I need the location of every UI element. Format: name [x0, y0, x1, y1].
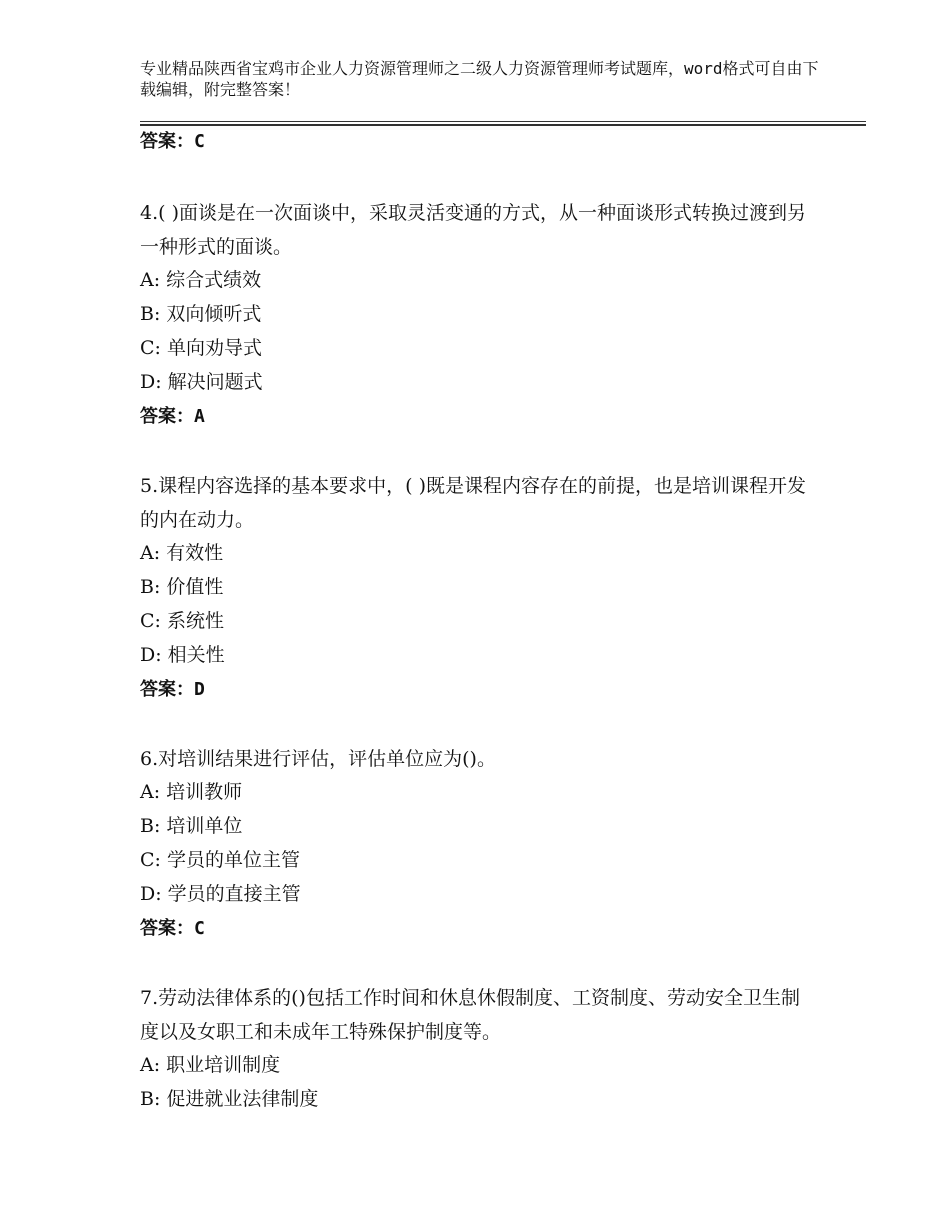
question-4-stem: 4.( )面谈是在一次面谈中，采取灵活变通的方式，从一种面谈形式转换过渡到另一种形式的面谈。 [140, 202, 806, 258]
question-6-option-c: C: 学员的单位主管 [140, 849, 300, 871]
question-4-option-a: A: 综合式绩效 [140, 269, 262, 291]
header-divider [140, 121, 866, 126]
question-5-stem: 5.课程内容选择的基本要求中，( )既是课程内容存在的前提，也是培训课程开发的内在动力。 [140, 475, 806, 531]
question-4-answer: 答案：A [140, 406, 205, 427]
question-7-stem: 7.劳动法律体系的()包括工作时间和休息休假制度、工资制度、劳动安全卫生制度以及女职工和未成年工特殊保护制度等。 [140, 987, 800, 1043]
question-7-option-b: B: 促进就业法律制度 [140, 1088, 319, 1110]
question-4-option-b: B: 双向倾听式 [140, 303, 262, 325]
question-6-answer: 答案：C [140, 918, 205, 939]
question-6-option-a: A: 培训教师 [140, 781, 243, 803]
question-4-option-c: C: 单向劝导式 [140, 337, 262, 359]
question-6-option-b: B: 培训单位 [140, 815, 243, 837]
question-7-option-a: A: 职业培训制度 [140, 1054, 281, 1076]
question-6-stem: 6.对培训结果进行评估，评估单位应为()。 [140, 748, 496, 770]
question-5-answer: 答案：D [140, 679, 205, 700]
question-4-option-d: D: 解决问题式 [140, 371, 263, 393]
question-5-option-a: A: 有效性 [140, 542, 224, 564]
question-6-option-d: D: 学员的直接主管 [140, 883, 301, 905]
question-5-option-b: B: 价值性 [140, 576, 224, 598]
document-header: 专业精品陕西省宝鸡市企业人力资源管理师之二级人力资源管理师考试题库，word格式可自由下载编辑，附完整答案！ [140, 59, 819, 99]
question-5-option-d: D: 相关性 [140, 644, 225, 666]
answer-line: 答案：C [140, 131, 205, 152]
question-5-option-c: C: 系统性 [140, 610, 224, 632]
